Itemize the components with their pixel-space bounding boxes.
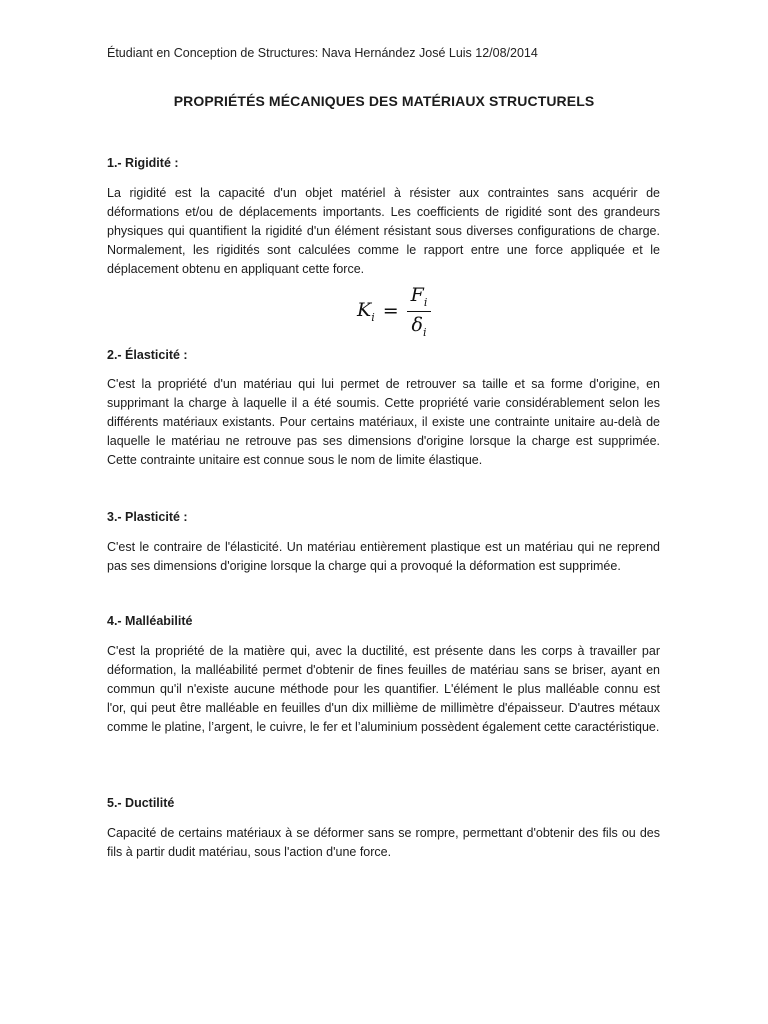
- section-heading-plasticite: 3.- Plasticité :: [107, 510, 188, 524]
- stiffness-formula: [357, 283, 431, 339]
- section-heading-rigidite: 1.- Rigidité :: [107, 156, 179, 170]
- formula-numerator: $F_i$: [410, 283, 428, 309]
- section-text-malleabilite: C'est la propriété de la matière qui, avec la ductilité, est présente dans les corps à travailler par déformation, la malléabilité permet d'obtenir de fines feuilles de matériau sans se briser, ayant en commun qu'il n'existe aucune méthode pour les quantifier. L'élément le plus malléable connu est l'or, qui peut être malléable en feuilles d'un dix millième de millimètre d'épaisseur. D'autres métaux comme le platine, l’argent, le cuivre, le fer et l’aluminium possèdent également cette caractéristique.: [107, 644, 660, 734]
- section-text-plasticite: C'est le contraire de l'élasticité. Un matériau entièrement plastique est un matériau qui ne reprend pas ses dimensions d'origine lorsque la charge qui a provoqué la déformation est supprimée.: [107, 540, 660, 573]
- section-heading-malleabilite: 4.- Malléabilité: [107, 614, 193, 628]
- document-title: PROPRIÉTÉS MÉCANIQUES DES MATÉRIAUX STRUCTURELS: [173, 93, 595, 109]
- formula-denominator: $\delta_i$: [411, 313, 427, 339]
- section-text-ductilite: Capacité de certains matériaux à se déformer sans se rompre, permettant d'obtenir des fils ou des fils à partir dudit matériau, sous l'action d'une force.: [107, 826, 660, 859]
- formula-fraction: [407, 284, 432, 339]
- section-heading-ductilite: 5.- Ductilité: [107, 796, 175, 810]
- formula-lhs: $K_i$: [357, 298, 375, 324]
- fraction-bar: [407, 311, 432, 312]
- section-heading-elasticite: 2.- Élasticité :: [107, 348, 188, 362]
- document-header: Étudiant en Conception de Structures: Nava Hernández José Luis 12/08/2014: [107, 46, 538, 60]
- formula-equals: =: [382, 300, 399, 322]
- section-text-rigidite: La rigidité est la capacité d'un objet matériel à résister aux contraintes sans acquérir de déformations et/ou de déplacements importants. Les coefficients de rigidité sont des grandeurs physiques qui quantifient la rigidité d'un élément résistant sous diverses configurations de charge. Normalement, les rigidités sont calculées comme le rapport entre une force appliquée et le déplacement obtenu en appliquant cette force.: [107, 186, 660, 276]
- section-text-elasticite: C'est la propriété d'un matériau qui lui permet de retrouver sa taille et sa forme d'origine, en supprimant la charge à laquelle il a été soumis. Cette propriété varie considérablement selon les différents matériaux existants. Pour certains matériaux, il existe une contrainte unitaire au-delà de laquelle le matériau ne retrouve pas ses dimensions d'origine lorsque la charge est supprimée. Cette contrainte unitaire est connue sous le nom de limite élastique.: [107, 377, 660, 467]
